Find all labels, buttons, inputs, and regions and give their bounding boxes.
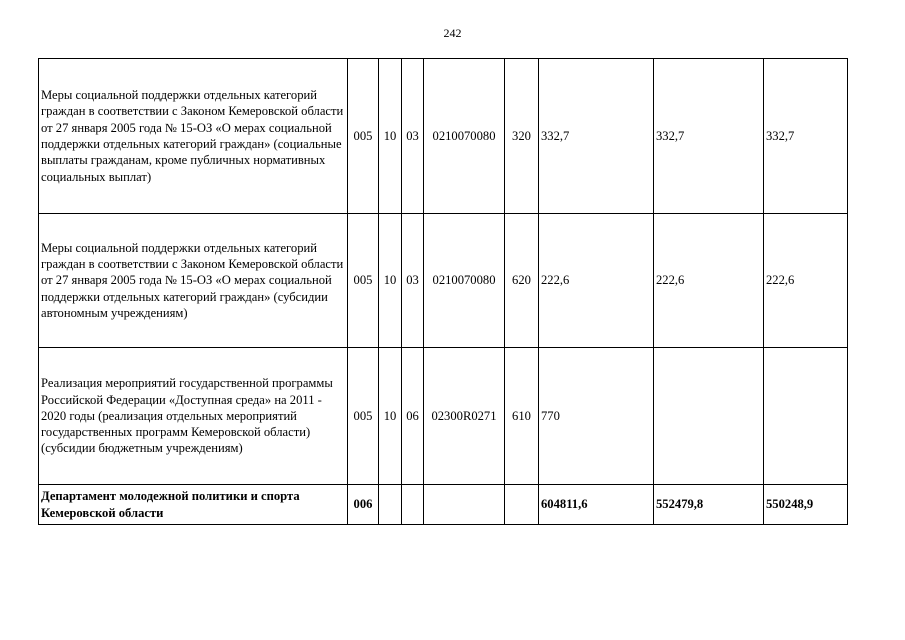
table-row [39,214,848,348]
subsection-code: 03 [402,59,424,214]
expense-type-code: 320 [505,59,539,214]
page-number: 242 [443,26,462,40]
expense-type-code: 610 [505,348,539,485]
section-code: 10 [379,214,402,348]
subsection-code: 03 [402,214,424,348]
row-description: Меры социальной поддержки отдельных категорий граждан в соответствии с Законом Кемеровской области от 27 января 2005 года № 15-ОЗ «О мерах социальной поддержки отдельных категорий граждан» (социальные выплаты гражданам, кроме публичных нормативных социальных выплат) [39,59,348,214]
target-article-code: 0210070080 [424,214,505,348]
subsection-code: 06 [402,348,424,485]
section-code: 10 [379,59,402,214]
subsection-code [402,485,424,525]
expense-type-code [505,485,539,525]
amount-year-1: 604811,6 [539,485,654,525]
ministry-code: 005 [348,348,379,485]
target-article-code: 0210070080 [424,59,505,214]
amount-year-2: 552479,8 [654,485,764,525]
row-description: Департамент молодежной политики и спорта Кемеровской области [39,485,348,525]
amount-year-2: 332,7 [654,59,764,214]
target-article-code: 02300R0271 [424,348,505,485]
ministry-code: 005 [348,59,379,214]
budget-table [38,58,848,525]
section-code: 10 [379,348,402,485]
table-row [39,348,848,485]
amount-year-3: 550248,9 [764,485,848,525]
amount-year-1: 222,6 [539,214,654,348]
amount-year-1: 332,7 [539,59,654,214]
ministry-code: 006 [348,485,379,525]
amount-year-1: 770 [539,348,654,485]
ministry-code: 005 [348,214,379,348]
row-description: Меры социальной поддержки отдельных категорий граждан в соответствии с Законом Кемеровской области от 27 января 2005 года № 15-ОЗ «О мерах социальной поддержки отдельных категорий граждан» (субсидии автономным учреждениям) [39,214,348,348]
section-code [379,485,402,525]
row-description: Реализация мероприятий государственной программы Российской Федерации «Доступная среда» на 2011 - 2020 годы (реализация отдельных мероприятий государственных программ Кемеровской области) (субсидии бюджетным учреждениям) [39,348,348,485]
amount-year-2 [654,348,764,485]
amount-year-2: 222,6 [654,214,764,348]
amount-year-3: 332,7 [764,59,848,214]
amount-year-3 [764,348,848,485]
table-row [39,59,848,214]
target-article-code [424,485,505,525]
amount-year-3: 222,6 [764,214,848,348]
table-row-department-total [39,485,848,525]
expense-type-code: 620 [505,214,539,348]
